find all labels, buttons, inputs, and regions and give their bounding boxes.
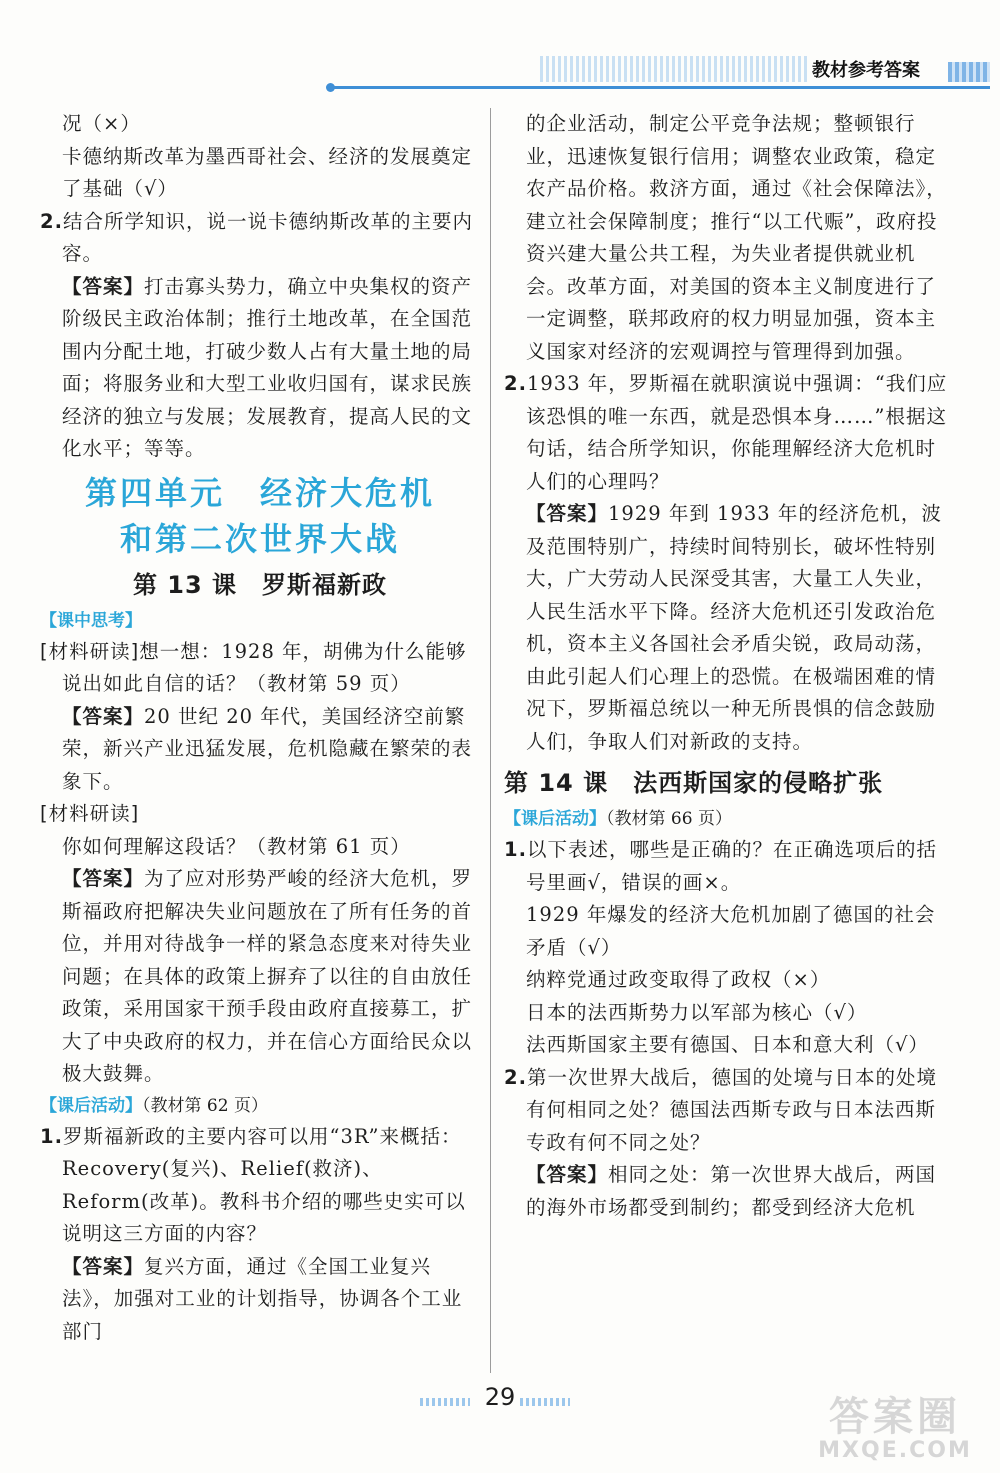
column-divider	[490, 108, 491, 1373]
left-column	[40, 108, 480, 1348]
answer: 【答案】相同之处：第一次世界大战后，两国的海外市场都受到制约；都受到经济大危机	[526, 1163, 937, 1219]
question-number: 1.	[504, 838, 527, 861]
answer-label: 【答案】	[62, 274, 145, 298]
answer: 【答案】为了应对形势严峻的经济大危机，罗斯福政府把解决失业问题放在了所有任务的首位，并用对待战争一样的紧急态度来对待失业问题；在具体的政策上摒弃了以往的自由放任政策，采用国家干预手段由政府直接募工，扩大了中央政府的权力，并在信心方面给民众以极大鼓舞。	[62, 867, 473, 1085]
footer-decoration	[520, 1398, 570, 1406]
statement: 纳粹党通过政变取得了政权（×）	[526, 968, 831, 991]
question-number: 1.	[40, 1124, 63, 1148]
statement: 1929 年爆发的经济大危机加剧了德国的社会矛盾（√）	[526, 903, 936, 959]
question-number: 2.	[40, 209, 63, 233]
answer-label: 【答案】	[526, 502, 609, 525]
section-heading: 【课中思考】	[40, 610, 142, 631]
answer: 【答案】打击寡头势力，确立中央集权的资产阶级民主政治体制；推行土地改革，在全国范围内分配土地，打破少数人占有大量土地的局面；将服务业和大型工业收归国有，谋求民族经济的独立与发展；发展教育，提高人民的文化水平；等等。	[62, 274, 473, 460]
answer-label: 【答案】	[526, 1163, 609, 1186]
text-line: 卡德纳斯改革为墨西哥社会、经济的发展奠定了基础（√）	[62, 144, 473, 200]
lesson-title: 第 14 课 法西斯国家的侵略扩张	[504, 769, 884, 797]
answer-label: 【答案】	[62, 1254, 145, 1278]
unit-title: 第四单元 经济大危机 和第二次世界大战	[84, 473, 435, 558]
right-column	[504, 108, 949, 1224]
question: 2.第一次世界大战后，德国的处境与日本的处境有何相同之处？德国法西斯专政与日本法西斯专政有何不同之处？	[504, 1065, 937, 1154]
text-line: 况（×）	[62, 112, 141, 135]
answer: 【答案】复兴方面，通过《全国工业复兴法》，加强对工业的计划指导，协调各个工业部门	[62, 1254, 463, 1343]
answer-label: 【答案】	[62, 704, 145, 728]
material-question: [材料研读]你如何理解这段话？（教材第 61 页）	[40, 802, 411, 858]
question: 1.以下表述，哪些是正确的？在正确选项后的括号里画√，错误的画×。	[504, 838, 937, 894]
answer: 【答案】1929 年到 1933 年的经济危机，波及范围特别广，持续时间特别长，破坏性特别大，广大劳动人民深受其害，大量工人失业，人民生活水平下降。经济大危机还引发政治危机，资本主义各国社会矛盾尖锐，政局动荡，由此引起人们心理上的恐慌。在极端困难的情况下，罗斯福总统以一种无所畏惧的信念鼓励人们，争取人们对新政的支持。	[526, 502, 942, 753]
section-heading: 【课后活动】（教材第 62 页）	[40, 1095, 268, 1116]
answer-continued: 的企业活动，制定公平竞争法规；整顿银行业，迅速恢复银行信用；调整农业政策，稳定农产品价格。救济方面，通过《社会保障法》，建立社会保障制度；推行“以工代赈”，政府投资兴建大量公共工程，为失业者提供就业机会。改革方面，对美国的资本主义制度进行了一定调整，联邦政府的权力明显加强，资本主义国家对经济的宏观调控与管理得到加强。	[526, 112, 947, 363]
statement: 日本的法西斯势力以军部为核心（√）	[526, 1000, 868, 1024]
question-number: 2.	[504, 1065, 527, 1089]
header-line	[330, 86, 990, 89]
answer-label: 【答案】	[62, 867, 145, 890]
answer: 【答案】20 世纪 20 年代，美国经济空前繁荣，新兴产业迅猛发展，危机隐藏在繁荣的表象下。	[62, 704, 473, 793]
question: 2.结合所学知识，说一说卡德纳斯改革的主要内容。	[40, 209, 473, 265]
section-heading: 【课后活动】（教材第 66 页）	[504, 809, 732, 829]
question: 1.罗斯福新政的主要内容可以用“3R”来概括：Recovery(复兴)、Relief(救济)、Reform(改革)。教科书介绍的哪些史实可以说明这三方面的内容？	[40, 1124, 466, 1245]
statement: 法西斯国家主要有德国、日本和意大利（√）	[526, 1033, 929, 1056]
header-decoration-block	[948, 62, 990, 82]
header-decoration	[540, 56, 810, 82]
question: 2.1933 年，罗斯福在就职演说中强调：“我们应该恐惧的唯一东西，就是恐惧本身……”根据这句话，结合所学知识，你能理解经济大危机时人们的心理吗？	[504, 372, 948, 493]
page-number: 29	[484, 1383, 516, 1411]
material-label: [材料研读]	[40, 802, 140, 825]
question-number: 2.	[504, 372, 527, 395]
material-question: [材料研读]想一想：1928 年，胡佛为什么能够说出如此自信的话？（教材第 59 页）	[40, 639, 467, 695]
material-label: [材料研读]	[40, 639, 140, 663]
watermark-logo: 答案圈 MXQE.COM	[818, 1394, 972, 1463]
header-title: 教材参考答案	[812, 60, 920, 81]
lesson-title: 第 13 课 罗斯福新政	[132, 570, 388, 599]
